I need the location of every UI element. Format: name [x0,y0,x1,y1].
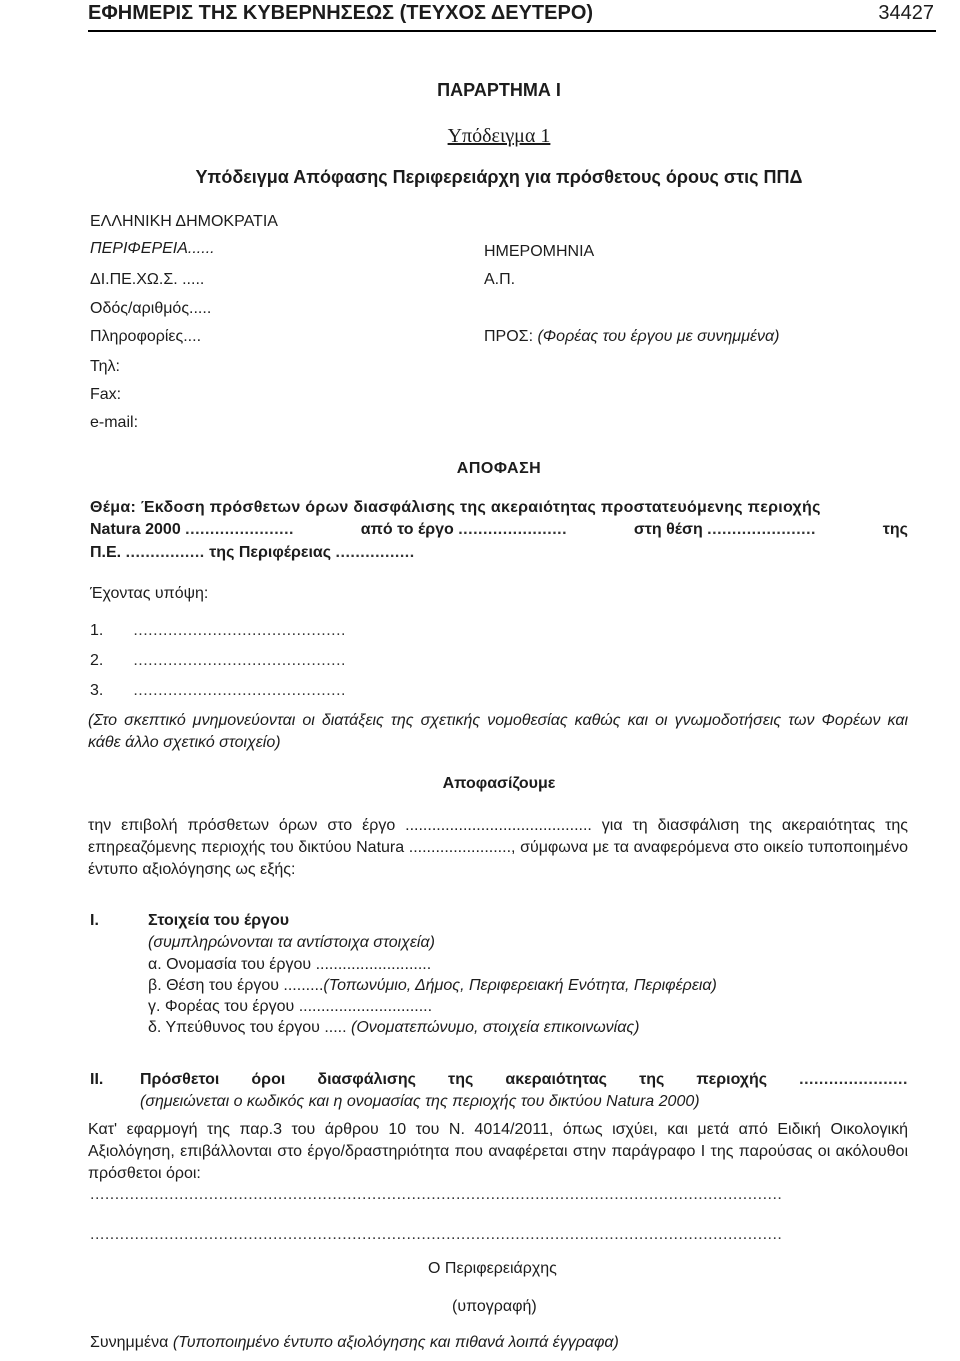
protocol-label: Α.Π. [484,271,516,288]
section1-number: I. [90,912,99,929]
consider-item: 1. ........................................... [90,622,346,639]
header-rule [88,30,936,32]
signature-placeholder: (υπογραφή) [452,1298,537,1315]
sender-fax: Fax: [90,386,122,403]
terms-line: ............................................................................................................................................ [90,1226,783,1243]
section2-number: II. [90,1071,104,1088]
sender-directorate: ΔΙ.ΠΕ.ΧΩ.Σ. ..... [90,271,205,288]
model-title: Υπόδειγμα 1 [447,125,551,147]
consideration-note: (Στο σκεπτικό μνημονεύονται οι διατάξεις της σχετικής νομοθεσίας καθώς και οι γνωμοδοτήσεις των Φορέων και κάθε άλλο σχετικό στοιχείο) [88,712,908,751]
attachments: Συνημμένα (Τυποποιημένο έντυπο αξιολόγησης και πιθανά λοιπά έγγραφα) [90,1334,619,1351]
annex-title: ΠΑΡΑΡΤΗΜΑ Ι [437,80,561,100]
date-label: ΗΜΕΡΟΜΗΝΙΑ [484,243,595,260]
sender-info: Πληροφορίες.... [90,328,202,345]
sender-country: ΕΛΛΗΝΙΚΗ ΔΗΜΟΚΡΑΤΙΑ [90,213,278,230]
consider-item: 3. ........................................... [90,682,346,699]
sender-email: e-mail: [90,414,139,431]
section2-body: Κατ' εφαρμογή της παρ.3 του άρθρου 10 του Ν. 4014/2011, όπως ισχύει, και μετά από Ειδική Οικολογική Αξιολόγηση, επιβάλλονται στο έργο/δραστηριότητα που αναφέρεται στην παράγραφο Ι της παρούσας οι ακόλουθοι πρόσθετοι όροι: [88,1121,908,1182]
project-responsible: δ. Υπεύθυνος του έργου ..... (Ονοματεπώνυμο, στοιχεία επικοινωνίας) [148,1019,640,1036]
sender-address: Οδός/αριθμός..... [90,300,212,317]
page-number: 34427 [878,2,934,24]
subject-line-2: Natura 2000 ...................... από το έργο ...................... στη θέση ...................... της [90,521,908,538]
decision-body: την επιβολή πρόσθετων όρων στο έργο .......................................... για τη διασφάλιση της ακεραιότητας της επηρεαζόμενης περιοχής του δικτύου Natura ......................., σύμφωνα με τα αναφερόμενα στο οικείο τυποποιημένο έντυπο αξιολόγησης ως εξής: [88,817,908,878]
considering-label: Έχοντας υπόψη: [90,585,209,602]
subject-line-3: Π.Ε. ................ της Περιφέρειας ................ [90,544,415,561]
sender-phone: Τηλ: [90,358,120,375]
sender-region: ΠΕΡΙΦΕΡΕΙΑ...... [90,240,215,257]
section1-title: Στοιχεία του έργου [148,912,290,929]
gazette-title: ΕΦΗΜΕΡΙΣ ΤΗΣ ΚΥΒΕΡΝΗΣΕΩΣ (ΤΕΥΧΟΣ ΔΕΥΤΕΡΟ) [88,2,594,24]
terms-line: ............................................................................................................................................ [90,1186,783,1203]
section2-title: Πρόσθετοι όροι διασφάλισης της ακεραιότητας της περιοχής ...................... [140,1071,908,1088]
project-owner: γ. Φορέας του έργου .............................. [148,998,433,1015]
consider-item: 2. ........................................... [90,652,346,669]
project-name: α. Ονομασία του έργου .......................... [148,956,432,973]
section1-hint: (συμπληρώνονται τα αντίστοιχα στοιχεία) [148,934,435,951]
to-label: ΠΡΟΣ: [484,328,538,345]
subject-line-1: Θέμα: Έκδοση πρόσθετων όρων διασφάλισης της ακεραιότητας προστατευόμενης περιοχής [90,499,821,516]
project-location: β. Θέση του έργου .........(Τοπωνύμιο, Δήμος, Περιφερειακή Ενότητα, Περιφέρεια) [148,977,717,994]
section2-hint: (σημειώνεται ο κωδικός και η ονομασίας της περιοχής του δικτύου Natura 2000) [140,1093,700,1110]
signatory-role: Ο Περιφερειάρχης [428,1260,557,1277]
model-subtitle: Υπόδειγμα Απόφασης Περιφερειάρχη για πρόσθετους όρους στις ΠΠΔ [195,167,803,187]
to-value: (Φορέας του έργου με συνημμένα) [537,328,780,345]
we-decide-heading: Αποφασίζουμε [442,775,556,792]
decision-heading: ΑΠΟΦΑΣΗ [456,460,542,477]
